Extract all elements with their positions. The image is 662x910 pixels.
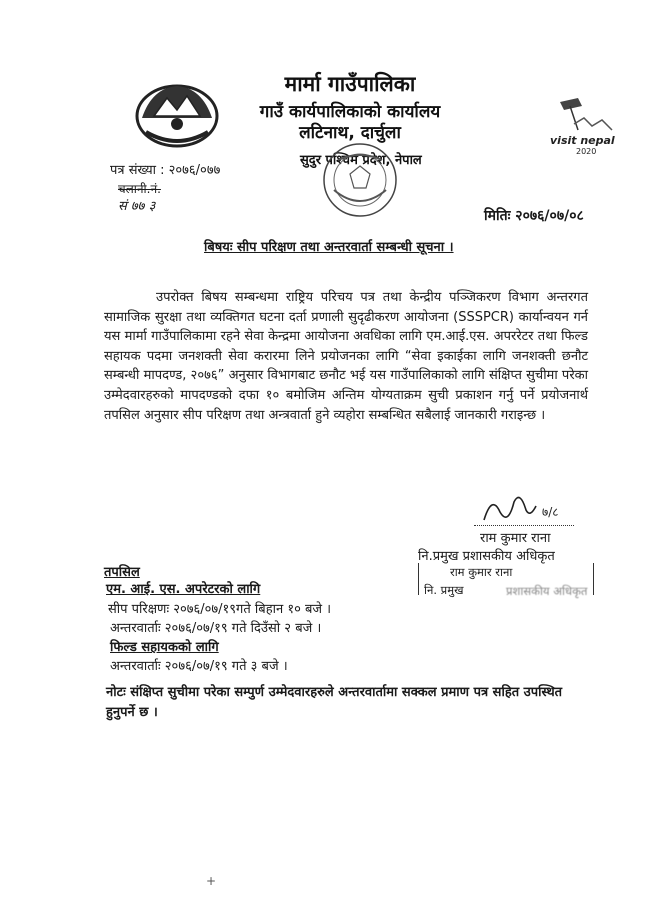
reference-number: पत्र संख्या : २०७६/०७७: [110, 163, 221, 178]
stamp-title-blurred: प्रशासकीय अधिकृत: [506, 584, 588, 598]
handwritten-number: सं ७७ ३: [118, 199, 156, 214]
visit-nepal-text: visit nepal: [550, 134, 615, 147]
mis-interview: अन्तरवार्ताः २०७६/०७/१९ गते दिउँसो २ बजे ।: [110, 621, 322, 636]
signature-scrawl-label: ७/८: [542, 505, 559, 519]
field-interview: अन्तरवार्ताः २०७६/०७/१९ गते ३ बजे ।: [110, 659, 288, 674]
office-address: लटिनाथ, दार्चुला: [299, 123, 401, 143]
signatory-title: नि.प्रमुख प्रशासकीय अधिकृत: [418, 549, 555, 564]
chalani-number: चलानी.नं.: [118, 182, 161, 196]
province-line: सुदुर पश्चिम प्रदेश, नेपाल: [300, 153, 422, 168]
signature-line: [474, 525, 574, 527]
stamp-name: राम कुमार राना: [450, 565, 513, 579]
office-name: गाउँ कार्यपालिकाको कार्यालय: [259, 102, 441, 122]
note-text: नोटः संक्षिप्त सुचीमा परेका सम्पुर्ण उम्मेदवारहरुले अन्तरवार्तामा सक्कल प्रमाण पत्र सहित उपस्थित हुनुपर्ने छ ।: [106, 685, 563, 720]
stamp-title: नि. प्रमुख: [424, 583, 464, 597]
schedule-heading: तपसिल: [104, 565, 140, 580]
field-assistant-heading: फिल्ड सहायकको लागि: [110, 640, 219, 655]
subject-line: बिषयः सीप परिक्षण तथा अन्तरवार्ता सम्बन्धी सूचना ।: [204, 240, 454, 255]
notice-body: उपरोक्त बिषय सम्बन्धमा राष्ट्रिय परिचय पत्र तथा केन्द्रीय पञ्जिकरण विभाग अन्तरगत सामाजिक सुरक्षा तथा व्यक्तिगत घटना दर्ता प्रणाली सुदृढीकरण आयोजना (SSSPCR) कार्यान्वयन गर्न यस मार्मा गाउँपालिकामा रहने सेवा केन्द्रमा आयोजना अवधिका लागि एम.आई.एस. अपररेटर तथा फिल्ड सहायक पदमा जनशक्ती सेवा करारमा लिने प्रयोजनका लागि “सेवा इकाईका लागि जनशक्ती छनौट सम्बन्धी मापदण्ड, २०७६” अनुसार विभागबाट छनौट भई यस गाउँपालिकाको लागि संक्षिप्त सुचीमा परेका उम्मेदवारहरुको मापदण्डको दफा १० बमोजिम अन्तिम योग्यताक्रम सुची प्रकाशन गर्नु पर्ने प्रयोजनार्थ तपसिल अनुसार सीप परिक्षण तथा अन्त्रवार्ता हुने व्यहोरा सम्बन्धित सबैलाई जानकारी गराइन्छ ।: [104, 290, 588, 423]
signature-scrawl-icon: [478, 488, 574, 528]
visit-nepal-year: 2020: [576, 147, 597, 156]
mis-operator-heading: एम. आई. एस. अपरेटरको लागि: [106, 582, 261, 597]
footer-mark: +: [206, 874, 217, 888]
mis-skill-test: सीप परिक्षणः २०७६/०७/१९गते बिहान १० बजे ।: [108, 602, 332, 617]
visit-nepal-logo-icon: [548, 96, 618, 158]
signatory-name: राम कुमार राना: [480, 531, 551, 546]
office-seal-icon: [320, 140, 400, 220]
org-name: मार्मा गाउँपालिका: [284, 72, 416, 96]
letter-date: मितिः २०७६/०७/०८: [484, 208, 584, 224]
